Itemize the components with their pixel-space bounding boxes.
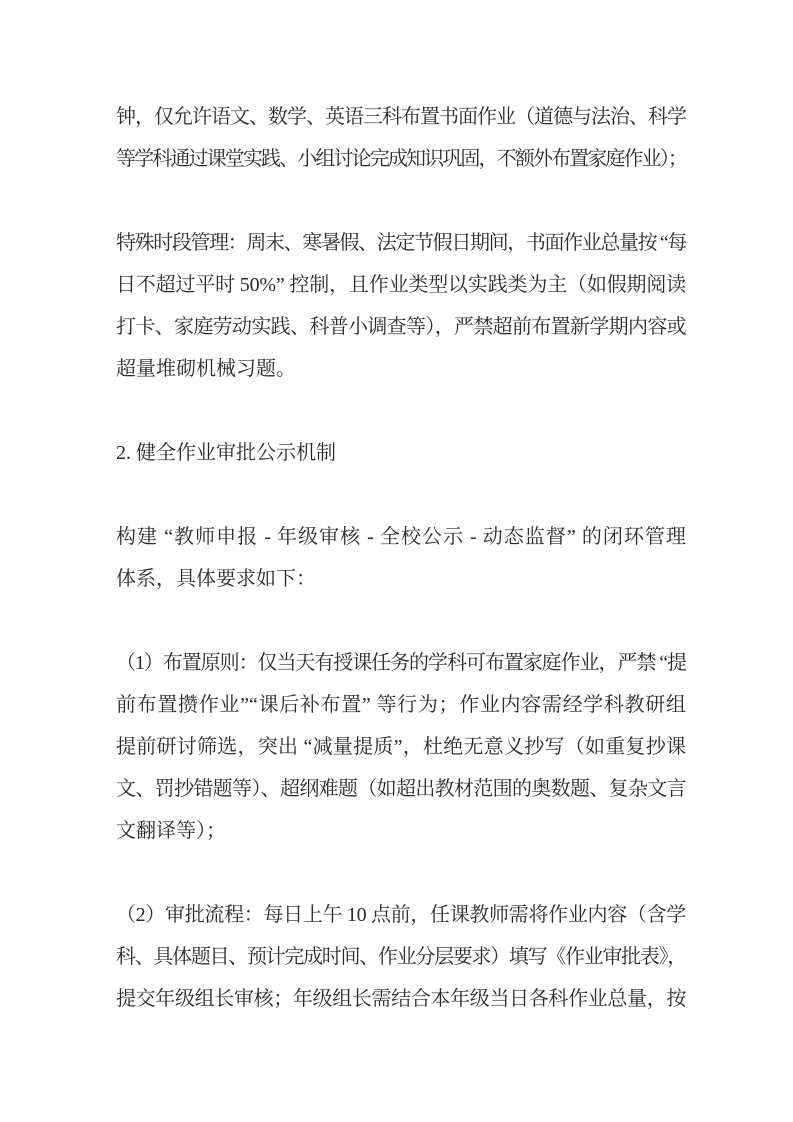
text-line: （2）审批流程：每日上午 10 点前，任课教师需将作业内容（含学 — [116, 904, 686, 926]
text-line: 日不超过平时 50%” 控制，且作业类型以实践类为主（如假期阅读 — [116, 274, 686, 296]
paragraph-continued — [116, 96, 686, 180]
text-line: 构建 “教师申报 - 年级审核 - 全校公示 - 动态监督” 的闭环管理 — [116, 526, 686, 548]
text-line: 文、罚抄错题等）、超纲难题（如超出教材范围的奥数题、复杂文言 — [116, 778, 686, 800]
text-line: 打卡、家庭劳动实践、科普小调查等），严禁超前布置新学期内容或 — [116, 316, 686, 338]
text-line: 科、具体题目、预计完成时间、作业分层要求）填写《作业审批表》， — [116, 946, 686, 968]
heading-text: 2. 健全作业审批公示机制 — [116, 442, 336, 464]
paragraph-approval-process — [116, 894, 686, 1020]
text-line: 超量堆砌机械习题。 — [116, 358, 296, 380]
text-line: 钟，仅允许语文、数学、英语三科布置书面作业（道德与法治、科学 — [116, 106, 686, 128]
text-line: 提交年级组长审核；年级组长需结合本年级当日各科作业总量，按 — [116, 988, 686, 1010]
text-line: 等学科通过课堂实践、小组讨论完成知识巩固，不额外布置家庭作业）； — [116, 148, 686, 170]
text-line: 文翻译等）； — [116, 820, 226, 842]
paragraph-special-period-management — [116, 222, 686, 390]
section-heading-2 — [116, 432, 686, 474]
text-line: 特殊时段管理：周末、寒暑假、法定节假日期间，书面作业总量按 “每 — [116, 232, 686, 254]
paragraph-assignment-principles — [116, 642, 686, 852]
text-line: 体系，具体要求如下： — [116, 568, 316, 590]
paragraph-closed-loop-system — [116, 516, 686, 600]
text-line: 前布置攒作业”“课后补布置” 等行为；作业内容需经学科教研组 — [116, 694, 686, 716]
text-line: （1）布置原则：仅当天有授课任务的学科可布置家庭作业，严禁 “提 — [116, 652, 686, 674]
text-line: 提前研讨筛选，突出 “减量提质”，杜绝无意义抄写（如重复抄课 — [116, 736, 686, 758]
